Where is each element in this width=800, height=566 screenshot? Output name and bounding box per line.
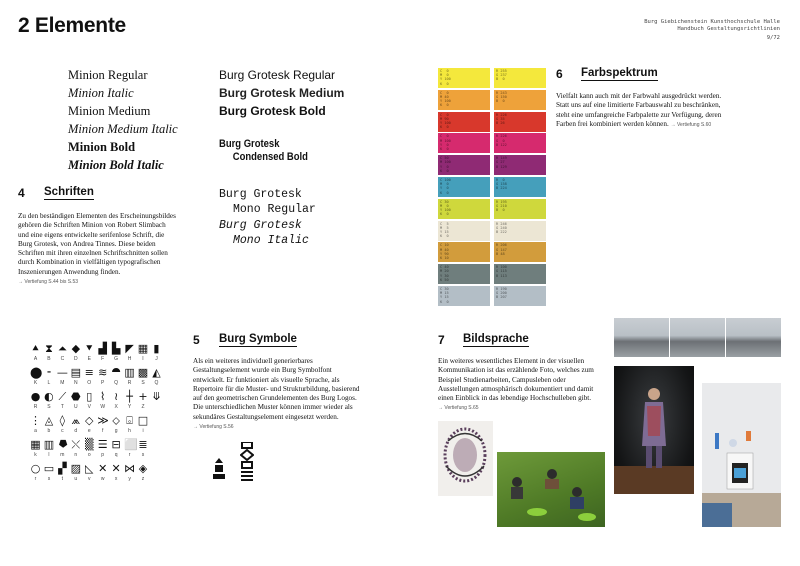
burg-symbol-glyph-icon: ⯅	[31, 342, 40, 355]
font-sample-minion-medium: Minion Medium	[68, 104, 151, 118]
symbol-key-label	[151, 452, 162, 458]
burg-symbol-glyph-icon: ⟋	[58, 390, 67, 403]
font-sample-minion-italic: Minion Italic	[68, 86, 134, 100]
photo-campus-lawn	[497, 452, 605, 527]
symbol-key-label: A	[33, 356, 38, 362]
symbol-key-label: R	[33, 404, 38, 410]
color-swatch-rgb: R 195 G 210 B 0	[494, 199, 546, 219]
section-title-bildsprache: Bildsprache	[463, 333, 529, 345]
font-sample-grotesk-condensed	[219, 138, 308, 164]
burg-symbol-glyph-icon: ≡	[84, 366, 94, 379]
symbol-key-label: Q	[154, 380, 159, 386]
symbol-row	[30, 439, 162, 450]
schriften-ref: → Vertiefung S.44 bis S.53	[18, 279, 79, 286]
burg-symbol-glyph-icon: ▥	[124, 366, 135, 379]
symbol-key-label: R	[127, 380, 132, 386]
symbol-key-label: S	[47, 404, 51, 410]
farbspektrum-body: Vielfalt kann auch mit der Farbwahl ausgedrückt werden. Statt uns auf eine limitierte Farbauswahl zu beschränken, steht eine umfangreiche Farbpalette zur Verfügung, deren Farben frei kombiniert werden können.	[556, 92, 722, 128]
burg-symbol-glyph-icon: ⬣	[71, 390, 81, 403]
symbol-key-label: I	[142, 356, 144, 362]
mono-regular-line2: Mono Regular	[233, 203, 316, 216]
font-sample-mono-italic	[219, 218, 309, 248]
burg-symbol-glyph-icon: ⤬	[71, 438, 81, 451]
color-swatch-cmyk: C 0 M 100 Y 0 K 0	[438, 133, 490, 153]
symbol-key-label: W	[100, 404, 106, 410]
section-number-bildsprache: 7	[438, 333, 445, 347]
section-title-farbspektrum: Farbspektrum	[581, 67, 658, 79]
symbol-key-label: s	[141, 452, 145, 458]
symbol-key-label: y	[128, 476, 131, 482]
color-swatch-cmyk: C 50 M 100 Y 0 K 0	[438, 155, 490, 175]
symbol-key-label: f	[101, 428, 104, 434]
color-swatch-rgb: R 190 G 200 B 207	[494, 286, 546, 306]
mono-italic-line1: Burg Grotesk	[219, 219, 302, 232]
symbol-key-label: x	[114, 476, 118, 482]
color-swatch-rgb: R 226 G 35 B 26	[494, 112, 546, 132]
burg-symbol-glyph-icon: ◭	[152, 366, 161, 379]
symbol-key-label: X	[114, 404, 118, 410]
color-swatch-cmyk: C 0 M 0 Y 100 K 0	[438, 68, 490, 88]
bildsprache-body: Ein weiteres wesentliches Element in der visuellen Kommunikation ist das erzählende Foto, welches zum Beispiel Studienarbeiten, Campusleben oder Ausstellungen atmosphärisch dokumentiert und damit einen Einblick in das lebendige Hochschulleben gibt.	[438, 357, 594, 403]
color-swatch-rgb: R 206 G 147 B 48	[494, 242, 546, 262]
burg-symbol-glyph-icon: ▮	[153, 342, 160, 355]
burg-symbol-glyph-icon: ◇	[85, 414, 94, 427]
burg-symbol-glyph-icon: ▩	[137, 366, 149, 379]
header-meta-line1: Burg Giebichenstein Kunsthochschule Halle	[644, 19, 780, 25]
symbol-key-label: r	[128, 452, 131, 458]
burg-symbol-glyph-icon: ≋	[98, 366, 108, 379]
burg-logo-tall-icon	[240, 442, 254, 482]
symbol-row	[30, 343, 162, 354]
symbol-key-label: g	[114, 428, 118, 434]
burg-symbol-glyph-icon: □	[137, 414, 149, 427]
schriften-text	[18, 212, 176, 287]
burg-symbol-glyph-icon	[151, 415, 162, 426]
symbol-key-label: n	[74, 452, 78, 458]
symbol-key-label: B	[47, 356, 51, 362]
color-swatch-cmyk: C 100 M 0 Y 0 K 0	[438, 177, 490, 197]
burg-symbol-glyph-icon: ≫	[97, 414, 109, 427]
section-title-symbole: Burg Symbole	[219, 333, 297, 345]
burg-symbol-glyph-icon: ≀	[114, 390, 119, 403]
symbol-key-label: J	[155, 356, 158, 362]
symbol-key-label: t	[61, 476, 64, 482]
burg-symbol-glyph-icon: ▞	[58, 462, 67, 475]
symbol-label-row	[30, 380, 162, 386]
header-meta-line2: Handbuch Gestaltungsrichtlinien	[677, 26, 780, 32]
burg-symbol-glyph-icon: ☰	[97, 438, 108, 451]
burg-symbol-glyph-icon: ▟	[98, 342, 107, 355]
burg-symbol-glyph-icon: ✕	[111, 462, 121, 475]
color-swatch-rgb: R 149 G 27 B 129	[494, 155, 546, 175]
symbol-key-label: o	[87, 452, 91, 458]
burg-symbol-glyph-icon: ○	[30, 462, 41, 475]
bildsprache-text	[438, 357, 608, 414]
grotesk-font-list	[219, 66, 344, 120]
burg-symbol-glyph-icon: ⩕	[71, 414, 81, 427]
symbol-key-label: U	[74, 404, 78, 410]
burg-symbol-glyph-icon: ⧗	[45, 342, 53, 355]
burg-symbol-glyph-icon: ◺	[85, 462, 94, 475]
symbol-label-row	[30, 476, 162, 482]
symbol-key-label: D	[74, 356, 78, 362]
color-swatch-cmyk: C 0 M 40 Y 100 K 0	[438, 90, 490, 110]
photo-exhibition-room	[702, 383, 781, 527]
font-sample-grotesk-regular: Burg Grotesk Regular	[219, 68, 336, 82]
symbol-key-label: s	[47, 476, 51, 482]
symbol-key-label: q	[114, 452, 118, 458]
symbol-label-row	[30, 428, 162, 434]
font-sample-minion-bold: Minion Bold	[68, 140, 136, 154]
symbol-key-label: c	[61, 428, 64, 434]
symbol-row	[30, 415, 162, 426]
symbol-key-label: S	[141, 380, 145, 386]
burg-symbol-glyph-icon: ◆	[71, 342, 81, 355]
symbol-key-label: C	[60, 356, 65, 362]
burg-symbol-glyph-icon: ▙	[111, 342, 121, 355]
symbol-key-label: T	[60, 404, 64, 410]
color-swatch-cmyk: C 10 M 40 Y 90 K 10	[438, 242, 490, 262]
condensed-line2: Condensed Bold	[232, 151, 308, 163]
symbol-label-row	[30, 404, 162, 410]
symbol-key-label: h	[128, 428, 131, 434]
symbol-key-label: V	[87, 404, 91, 410]
section-number-symbole: 5	[193, 333, 200, 347]
symbole-ref: → Vertiefung S.56	[193, 424, 234, 431]
symbol-key-label: w	[100, 476, 105, 482]
font-sample-mono-regular	[219, 187, 316, 217]
symbol-key-label: N	[74, 380, 78, 386]
section-number-schriften: 4	[18, 186, 25, 200]
symbole-text	[193, 357, 365, 432]
symbol-key-label: m	[60, 452, 65, 458]
burg-symbol-glyph-icon: ◐	[44, 390, 54, 403]
burg-symbol-glyph-icon: ⋮	[30, 414, 41, 427]
color-swatch-rgb: R 100 G 115 B 113	[494, 264, 546, 284]
color-swatch-rgb: R 246 G 240 B 222	[494, 221, 546, 241]
symbol-key-label: L	[47, 380, 51, 386]
symbol-key-label	[151, 476, 162, 482]
page-title: 2 Elemente	[18, 14, 126, 37]
burg-symbol-glyph-icon: ⌺	[126, 414, 133, 427]
burg-symbol-glyph-icon: ⯂	[57, 438, 67, 451]
burg-symbol-glyph-icon: ▒	[85, 438, 94, 451]
symbol-key-label: e	[87, 428, 91, 434]
burg-symbol-glyph-icon: +	[138, 390, 148, 403]
symbol-key-label	[151, 428, 162, 434]
burg-symbol-glyph-icon: ◈	[138, 462, 148, 475]
burg-symbol-glyph-icon: ▯	[86, 390, 93, 403]
burg-symbol-glyph-icon: ⏶	[57, 342, 67, 355]
color-swatch-cmyk: C 30 M 15 Y 15 K 0	[438, 286, 490, 306]
burg-symbol-glyph-icon: ⬦	[112, 414, 120, 427]
color-swatch-rgb: R 226 G 0 B 122	[494, 133, 546, 153]
photo-performer-stage	[614, 366, 694, 494]
symbol-key-label: M	[60, 380, 65, 386]
burg-symbol-glyph-icon: —	[56, 366, 68, 379]
burg-symbol-glyph-icon: ⋈	[124, 462, 136, 475]
symbol-row	[30, 391, 162, 402]
symbol-key-label: F	[101, 356, 105, 362]
burg-symbol-glyph-icon: ◬	[44, 414, 54, 427]
font-sample-grotesk-bold: Burg Grotesk Bold	[219, 104, 326, 118]
burg-symbol-glyph-icon: ┼	[126, 390, 133, 403]
minion-font-list	[68, 66, 178, 174]
symbol-key-label: b	[47, 428, 51, 434]
symbol-key-label: G	[114, 356, 119, 362]
color-swatch-rgb: R 243 G 150 B 0	[494, 90, 546, 110]
mono-italic-line2: Mono Italic	[233, 234, 309, 247]
photo-drawing-artwork	[438, 421, 493, 496]
burg-symbol-glyph-icon	[151, 463, 162, 474]
symbol-key-label: p	[101, 452, 105, 458]
header-meta	[644, 19, 780, 42]
section-number-farbspektrum: 6	[556, 67, 563, 81]
symbol-key-label: k	[34, 452, 37, 458]
burg-symbol-glyph-icon: ▨	[70, 462, 82, 475]
burg-symbol-glyph-icon: ≣	[138, 438, 148, 451]
font-sample-minion-regular: Minion Regular	[68, 68, 148, 82]
symbole-body: Als ein weiteres individuell generierbares Gestaltungselement wurde ein Burg Symbolfont entwickelt. Er funktioniert als visuelle Sprache, als Repertoire für die Muster- und Strukturbildung, basierend auf den geometrischen Grundelementen des Burg Logos. Die unterschiedlichen Muster können immer wieder als sekundäres Gestaltungselement eingesetzt werden.	[193, 357, 360, 421]
symbol-key-label: d	[74, 428, 78, 434]
color-swatch-cmyk: C 40 M 20 Y 30 K 50	[438, 264, 490, 284]
mono-regular-line1: Burg Grotesk	[219, 188, 302, 201]
burg-symbol-glyph-icon: ▥	[43, 438, 55, 451]
burg-symbol-glyph-icon: ▤	[70, 366, 82, 379]
symbol-key-label	[151, 404, 162, 410]
section-title-schriften: Schriften	[44, 186, 94, 198]
symbol-row	[30, 367, 162, 378]
burg-logo-small-icon	[212, 458, 226, 480]
symbol-label-row	[30, 356, 162, 362]
symbol-key-label: z	[141, 476, 145, 482]
symbol-key-label: H	[127, 356, 132, 362]
color-swatch-rgb: R 255 G 237 B 0	[494, 68, 546, 88]
burg-symbol-glyph-icon: ⯊	[111, 366, 121, 379]
symbol-key-label: v	[88, 476, 91, 482]
schriften-body: Zu den beständigen Elementen des Erscheinungsbildes gehören die Schriften Minion von Robert Slimbach und eine eigens entwickelte serifenlose Schrift, die Burg Grotesk, von Andrea Tinnes. Diese beiden Schriften mit ihren einzelnen Schriftschnitten sollen durch Kombination in vielfältigen typografischen Inszenierungen Anwendung finden.	[18, 212, 176, 276]
condensed-line1: Burg Grotesk	[219, 138, 280, 150]
font-sample-grotesk-medium: Burg Grotesk Medium	[219, 86, 345, 100]
bildsprache-ref: → Vertiefung S.65	[438, 405, 479, 412]
font-sample-minion-bold-italic: Minion Bold Italic	[68, 158, 164, 172]
burg-symbol-glyph-icon	[151, 439, 162, 450]
symbol-key-label: a	[34, 428, 37, 434]
burg-symbol-glyph-icon: ⤋	[151, 390, 162, 403]
symbol-key-label: O	[87, 380, 92, 386]
farbspektrum-text	[556, 92, 724, 130]
symbol-key-label: K	[33, 380, 38, 386]
color-swatch-cmyk: C 0 M 90 Y 100 K 0	[438, 112, 490, 132]
photo-landscape-triptych	[614, 318, 781, 357]
symbol-key-label: Y	[127, 404, 132, 410]
burg-symbol-glyph-icon: ⯆	[84, 342, 94, 355]
burg-symbol-glyph-icon: ⁃	[46, 366, 52, 379]
burg-symbol-glyph-icon: ✕	[98, 462, 108, 475]
burg-symbol-glyph-icon: ●	[30, 390, 41, 403]
symbol-key-label: r	[34, 476, 37, 482]
font-sample-minion-medium-italic: Minion Medium Italic	[68, 122, 178, 136]
symbol-key-label: u	[74, 476, 78, 482]
burg-symbol-glyph-icon: ⬜	[124, 438, 138, 451]
burg-symbol-glyph-icon: ⌇	[100, 390, 106, 403]
symbol-label-row	[30, 452, 162, 458]
burg-symbol-glyph-icon: ⊟	[111, 438, 121, 451]
color-swatch-cmyk: C 30 M 0 Y 100 K 0	[438, 199, 490, 219]
symbol-key-label: Z	[141, 404, 145, 410]
symbol-key-label: Q	[114, 380, 119, 386]
color-spectrum	[438, 68, 548, 308]
burg-symbol-glyph-icon: ▦	[137, 342, 149, 355]
page-number: 9/72	[766, 35, 780, 41]
burg-symbol-glyph-icon: ⬤	[30, 366, 43, 379]
burg-symbol-glyph-icon: ▭	[43, 462, 55, 475]
symbol-key-label: E	[87, 356, 91, 362]
color-swatch-rgb: R 0 G 158 B 224	[494, 177, 546, 197]
farbspektrum-ref: → Vertiefung S.60	[670, 121, 712, 128]
symbol-key-label: l	[48, 452, 50, 458]
burg-symbol-glyph-icon: ▦	[30, 438, 41, 451]
symbol-key-label: i	[142, 428, 144, 434]
color-swatch-cmyk: C 5 M 5 Y 15 K 0	[438, 221, 490, 241]
symbol-key-label: P	[101, 380, 105, 386]
burg-symbol-glyph-icon: ◤	[125, 342, 134, 355]
symbol-row	[30, 463, 162, 474]
burg-symbol-glyph-icon: ◊	[59, 414, 66, 427]
